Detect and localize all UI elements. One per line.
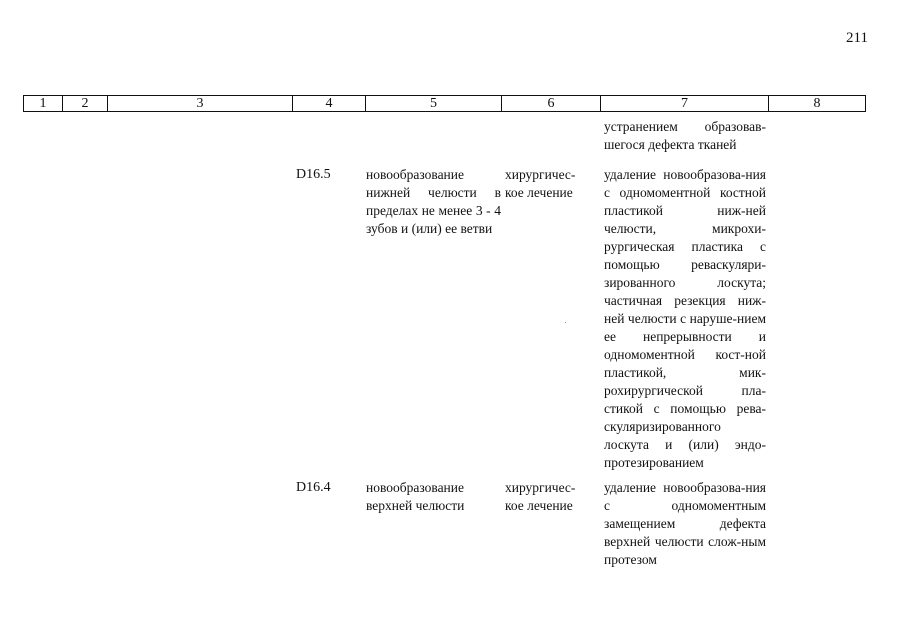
table-column-numbers-header — [23, 95, 866, 112]
row-2-treatment-method: удаление новообразова-ния с одномоментным замещением дефекта верхней челюсти слож-ным протезом — [604, 480, 766, 567]
row-1-code: D16.5 — [296, 167, 331, 182]
scan-speck — [565, 322, 566, 323]
column-header-4: 4 — [292, 96, 365, 111]
column-header-7: 7 — [600, 96, 768, 111]
row-1-treatment-method: удаление новообразова-ния с одномоментной костной пластикой ниж-ней челюсти, микрохи-рургическая пластика с помощью реваскуляри-зированного лоскута; частичная резекция ниж-ней челюсти с наруше-нием ее непрерывности и одномоментной кост-ной пластикой, мик-рохирургической пла-стикой с помощью рева-скуляризированного лоскута и (или) эндо-протезированием — [604, 167, 766, 470]
column-header-6: 6 — [501, 96, 600, 111]
column-header-5: 5 — [365, 96, 501, 111]
column-header-1: 1 — [39, 96, 47, 111]
row-2-treatment-type: хирургичес-кое лечение — [505, 480, 576, 513]
column-header-3: 3 — [107, 96, 292, 111]
row-2-code: D16.4 — [296, 480, 331, 495]
continuation-treatment-method: устранением образовав-шегося дефекта тканей — [604, 119, 766, 152]
column-header-2: 2 — [62, 96, 107, 111]
row-1-treatment-type: хирургичес-кое лечение — [505, 167, 576, 200]
row-1-diagnosis: новообразование нижней челюсти в пределах не менее 3 - 4 зубов и (или) ее ветви — [366, 167, 501, 236]
column-header-8: 8 — [768, 96, 865, 111]
page-number: 211 — [846, 30, 868, 46]
row-2-diagnosis: новообразование верхней челюсти — [366, 480, 465, 513]
